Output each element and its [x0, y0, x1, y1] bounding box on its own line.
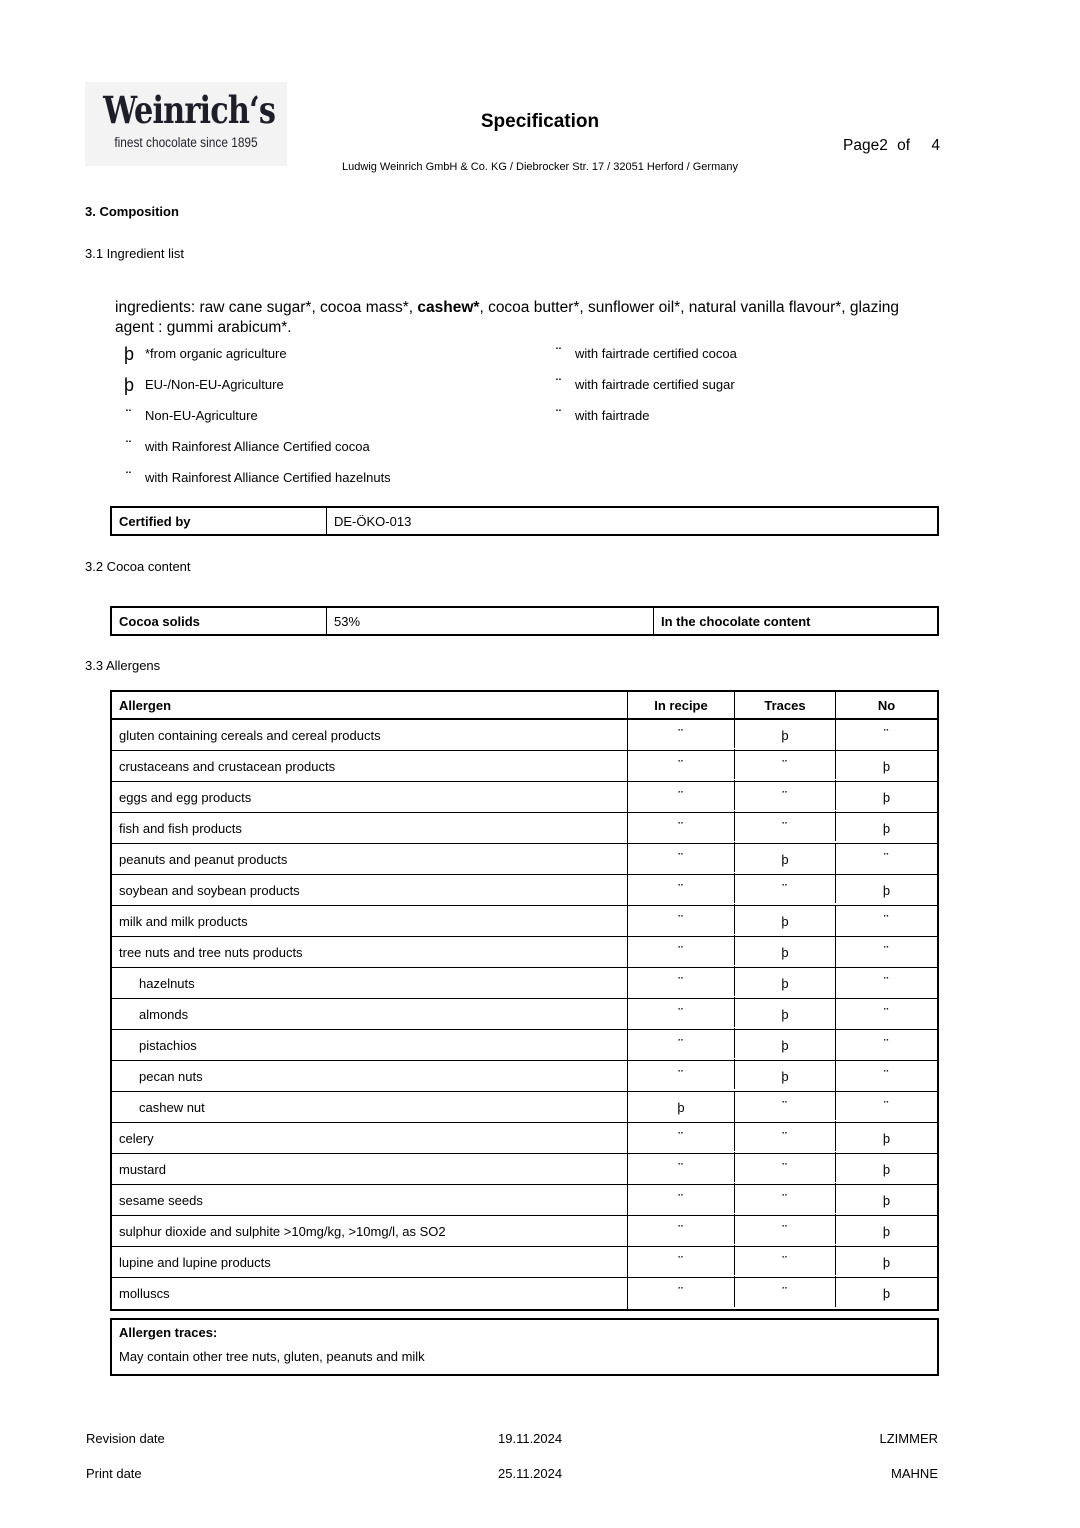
page-number-label: Page: [843, 137, 880, 154]
allergen-traces-text: May contain other tree nuts, gluten, peanuts and milk: [119, 1349, 425, 1364]
cocoa-solids-value: 53%: [327, 608, 654, 634]
allergen-no-mark-icon: þ: [882, 1130, 891, 1146]
print-date-label: Print date: [86, 1466, 142, 1481]
allergen-table-row: [112, 1123, 937, 1154]
allergen-traces-mark-icon: þ: [735, 906, 836, 936]
allergen-traces-mark-icon: ¨: [735, 1152, 836, 1182]
allergen-name: milk and milk products: [112, 906, 628, 936]
origin-checkbox-item: [543, 400, 963, 431]
footer-revision-row: [86, 1431, 938, 1447]
allergen-traces-mark-icon: ¨: [735, 1183, 836, 1213]
allergen-traces-mark-icon: þ: [735, 937, 836, 967]
origin-checkbox-label: *from organic agriculture: [145, 346, 287, 361]
allergen-in-recipe-mark-icon: ¨: [628, 997, 735, 1027]
allergen-traces-mark-icon: þ: [735, 1030, 836, 1060]
allergen-in-recipe-mark-icon: ¨: [628, 780, 735, 810]
cocoa-solids-note: In the chocolate content: [661, 613, 811, 629]
allergen-table-row: [112, 751, 937, 782]
allergen-in-recipe-mark-icon: ¨: [628, 1183, 735, 1213]
allergen-traces-title: Allergen traces:: [119, 1325, 218, 1340]
origin-checkbox-label: Non-EU-Agriculture: [145, 408, 258, 423]
allergen-name: eggs and egg products: [112, 782, 628, 812]
allergen-in-recipe-mark-icon: ¨: [628, 1245, 735, 1275]
checkbox-mark-icon: ¨: [556, 405, 562, 422]
origin-checkbox-label: with fairtrade certified sugar: [575, 377, 735, 392]
allergen-no-mark-icon: þ: [882, 1223, 891, 1239]
allergen-traces-mark-icon: ¨: [735, 873, 836, 903]
allergen-name: hazelnuts: [112, 968, 628, 998]
allergen-in-recipe-mark-icon: ¨: [628, 935, 735, 965]
allergen-table-row: [112, 844, 937, 875]
origin-checkbox-label: with fairtrade certified cocoa: [575, 346, 737, 361]
allergen-name: sesame seeds: [112, 1185, 628, 1215]
allergen-traces-mark-icon: ¨: [735, 749, 836, 779]
allergen-name: lupine and lupine products: [112, 1247, 628, 1277]
allergen-table-body: [112, 720, 937, 1309]
allergen-no-mark-icon: ¨: [883, 1066, 890, 1082]
allergen-traces-mark-icon: ¨: [735, 811, 836, 841]
origin-checkbox-list-left: [113, 338, 533, 493]
allergen-in-recipe-mark-icon: ¨: [628, 1276, 735, 1307]
allergen-no-mark-icon: þ: [882, 820, 891, 836]
logo-tagline: finest chocolate since 1895: [114, 135, 258, 150]
allergen-no-mark-icon: ¨: [883, 1097, 890, 1113]
allergen-name: gluten containing cereals and cereal products: [112, 720, 628, 750]
allergen-table-row: [112, 906, 937, 937]
document-title: Specification: [480, 111, 600, 132]
allergen-no-mark-icon: þ: [882, 1286, 891, 1301]
allergen-no-mark-icon: þ: [882, 758, 891, 774]
allergen-no-mark-icon: ¨: [883, 849, 890, 865]
section-composition-heading: 3. Composition: [85, 204, 179, 219]
ingredients-suffix: , cocoa butter*, sunflower oil*, natural vanilla flavour*, glazing agent : gummi arabicum*.: [115, 298, 900, 336]
allergen-traces-mark-icon: þ: [735, 999, 836, 1029]
allergen-traces-mark-icon: ¨: [735, 1245, 836, 1275]
origin-checkbox-label: EU-/Non-EU-Agriculture: [145, 377, 284, 392]
origin-checkbox-item: [113, 400, 533, 431]
certified-by-label: Certified by: [112, 508, 327, 534]
cocoa-solids-label: Cocoa solids: [112, 608, 327, 634]
allergen-name: pecan nuts: [112, 1061, 628, 1091]
revision-date-value: 19.11.2024: [498, 1431, 563, 1446]
allergen-traces-box: [110, 1318, 939, 1376]
page-number-total: 4: [931, 137, 941, 154]
allergen-table-row: [112, 1030, 937, 1061]
checkbox-mark-icon: ¨: [126, 405, 132, 422]
allergen-no-mark-icon: þ: [882, 789, 891, 805]
allergen-table-row: [112, 782, 937, 813]
allergen-name: tree nuts and tree nuts products: [112, 937, 628, 967]
allergen-header-in-recipe: In recipe: [628, 692, 735, 718]
revision-author: LZIMMER: [879, 1431, 938, 1446]
allergen-table-row: [112, 875, 937, 906]
allergen-no-mark-icon: ¨: [883, 725, 890, 741]
origin-checkbox-item: [113, 431, 533, 462]
allergen-traces-mark-icon: þ: [735, 968, 836, 998]
allergen-traces-mark-icon: þ: [735, 1061, 836, 1091]
allergen-no-mark-icon: ¨: [883, 1004, 890, 1020]
allergen-no-mark-icon: ¨: [883, 942, 890, 958]
allergen-table-row: [112, 1185, 937, 1216]
allergen-no-mark-icon: þ: [882, 1254, 891, 1270]
allergen-in-recipe-mark-icon: ¨: [628, 1059, 735, 1089]
allergen-traces-mark-icon: ¨: [735, 1090, 836, 1120]
allergen-table-row: [112, 968, 937, 999]
checkbox-mark-icon: ¨: [556, 374, 562, 391]
allergen-traces-mark-icon: ¨: [735, 1121, 836, 1151]
print-author: MAHNE: [891, 1466, 938, 1481]
page-number: [843, 137, 940, 155]
allergen-name: pistachios: [112, 1030, 628, 1060]
page-number-current: 2: [879, 137, 888, 154]
ingredient-list-text: [115, 298, 915, 338]
allergen-name: crustaceans and crustacean products: [112, 751, 628, 781]
print-date-value: 25.11.2024: [498, 1466, 563, 1481]
cocoa-content-table: [110, 606, 939, 636]
allergen-table-row: [112, 1247, 937, 1278]
allergen-in-recipe-mark-icon: ¨: [628, 873, 735, 903]
allergen-name: molluscs: [112, 1278, 628, 1309]
allergen-table-row: [112, 720, 937, 751]
allergen-name: peanuts and peanut products: [112, 844, 628, 874]
allergen-no-mark-icon: ¨: [883, 973, 890, 989]
allergen-in-recipe-mark-icon: ¨: [628, 1152, 735, 1182]
allergen-name: cashew nut: [112, 1092, 628, 1122]
allergen-header-allergen: Allergen: [112, 692, 628, 718]
checkbox-mark-icon: þ: [123, 374, 134, 395]
allergen-table: [110, 690, 939, 1311]
logo-wordmark: Weinrich‘s: [103, 88, 276, 132]
checkbox-mark-icon: þ: [123, 343, 134, 364]
revision-date-label: Revision date: [86, 1431, 165, 1446]
ingredients-bold-item: cashew*: [417, 298, 480, 316]
allergen-traces-mark-icon: þ: [735, 844, 836, 874]
checkbox-mark-icon: ¨: [126, 467, 132, 484]
allergen-in-recipe-mark-icon: ¨: [628, 1121, 735, 1151]
origin-checkbox-item: [113, 338, 533, 369]
allergen-table-row: [112, 813, 937, 844]
allergen-in-recipe-mark-icon: ¨: [628, 811, 735, 841]
allergen-in-recipe-mark-icon: ¨: [628, 842, 735, 872]
origin-checkbox-label: with Rainforest Alliance Certified cocoa: [145, 439, 370, 454]
allergen-name: sulphur dioxide and sulphite >10mg/kg, >10mg/l, as SO2: [112, 1216, 628, 1246]
origin-checkbox-list-right: [543, 338, 963, 431]
allergen-name: mustard: [112, 1154, 628, 1184]
allergen-no-mark-icon: þ: [882, 882, 891, 898]
allergen-header-traces: Traces: [735, 692, 836, 718]
allergen-in-recipe-mark-icon: ¨: [628, 718, 735, 748]
origin-checkbox-item: [543, 338, 963, 369]
allergen-in-recipe-mark-icon: ¨: [628, 1214, 735, 1244]
page-number-of: of: [897, 137, 911, 154]
allergen-no-mark-icon: þ: [882, 1161, 891, 1177]
allergen-name: almonds: [112, 999, 628, 1029]
certified-by-table: [110, 506, 939, 536]
origin-checkbox-item: [113, 369, 533, 400]
allergen-traces-mark-icon: ¨: [735, 780, 836, 810]
allergen-table-header: [112, 692, 937, 720]
section-allergens-heading: 3.3 Allergens: [85, 658, 161, 673]
checkbox-mark-icon: ¨: [126, 436, 132, 453]
allergen-table-row: [112, 1092, 937, 1123]
allergen-table-row: [112, 1154, 937, 1185]
allergen-in-recipe-mark-icon: ¨: [628, 749, 735, 779]
certified-by-value: DE-ÖKO-013: [334, 513, 412, 529]
allergen-header-no: No: [877, 697, 896, 713]
allergen-traces-mark-icon: þ: [735, 720, 836, 750]
allergen-traces-mark-icon: ¨: [735, 1214, 836, 1244]
allergen-no-mark-icon: ¨: [883, 911, 890, 927]
origin-checkbox-item: [113, 462, 533, 493]
allergen-in-recipe-mark-icon: ¨: [628, 1028, 735, 1058]
allergen-no-mark-icon: þ: [882, 1192, 891, 1208]
footer-print-row: [86, 1466, 938, 1482]
allergen-table-row: [112, 937, 937, 968]
allergen-in-recipe-mark-icon: ¨: [628, 966, 735, 996]
allergen-in-recipe-mark-icon: ¨: [628, 904, 735, 934]
allergen-table-row: [112, 1216, 937, 1247]
company-address: Ludwig Weinrich GmbH & Co. KG / Diebrocker Str. 17 / 32051 Herford / Germany: [342, 161, 738, 173]
origin-checkbox-label: with Rainforest Alliance Certified hazelnuts: [145, 470, 391, 485]
origin-checkbox-label: with fairtrade: [575, 408, 650, 423]
section-ingredient-list-heading: 3.1 Ingredient list: [85, 246, 185, 261]
allergen-table-row: [112, 1061, 937, 1092]
allergen-name: fish and fish products: [112, 813, 628, 843]
ingredients-prefix: ingredients: raw cane sugar*, cocoa mass*,: [115, 298, 418, 316]
allergen-no-mark-icon: ¨: [883, 1035, 890, 1051]
allergen-table-row: [112, 1278, 937, 1309]
allergen-in-recipe-mark-icon: þ: [628, 1092, 735, 1122]
checkbox-mark-icon: ¨: [556, 343, 562, 360]
allergen-name: soybean and soybean products: [112, 875, 628, 905]
allergen-traces-mark-icon: ¨: [735, 1276, 836, 1307]
origin-checkbox-item: [543, 369, 963, 400]
allergen-name: celery: [112, 1123, 628, 1153]
section-cocoa-content-heading: 3.2 Cocoa content: [85, 559, 191, 574]
allergen-table-row: [112, 999, 937, 1030]
